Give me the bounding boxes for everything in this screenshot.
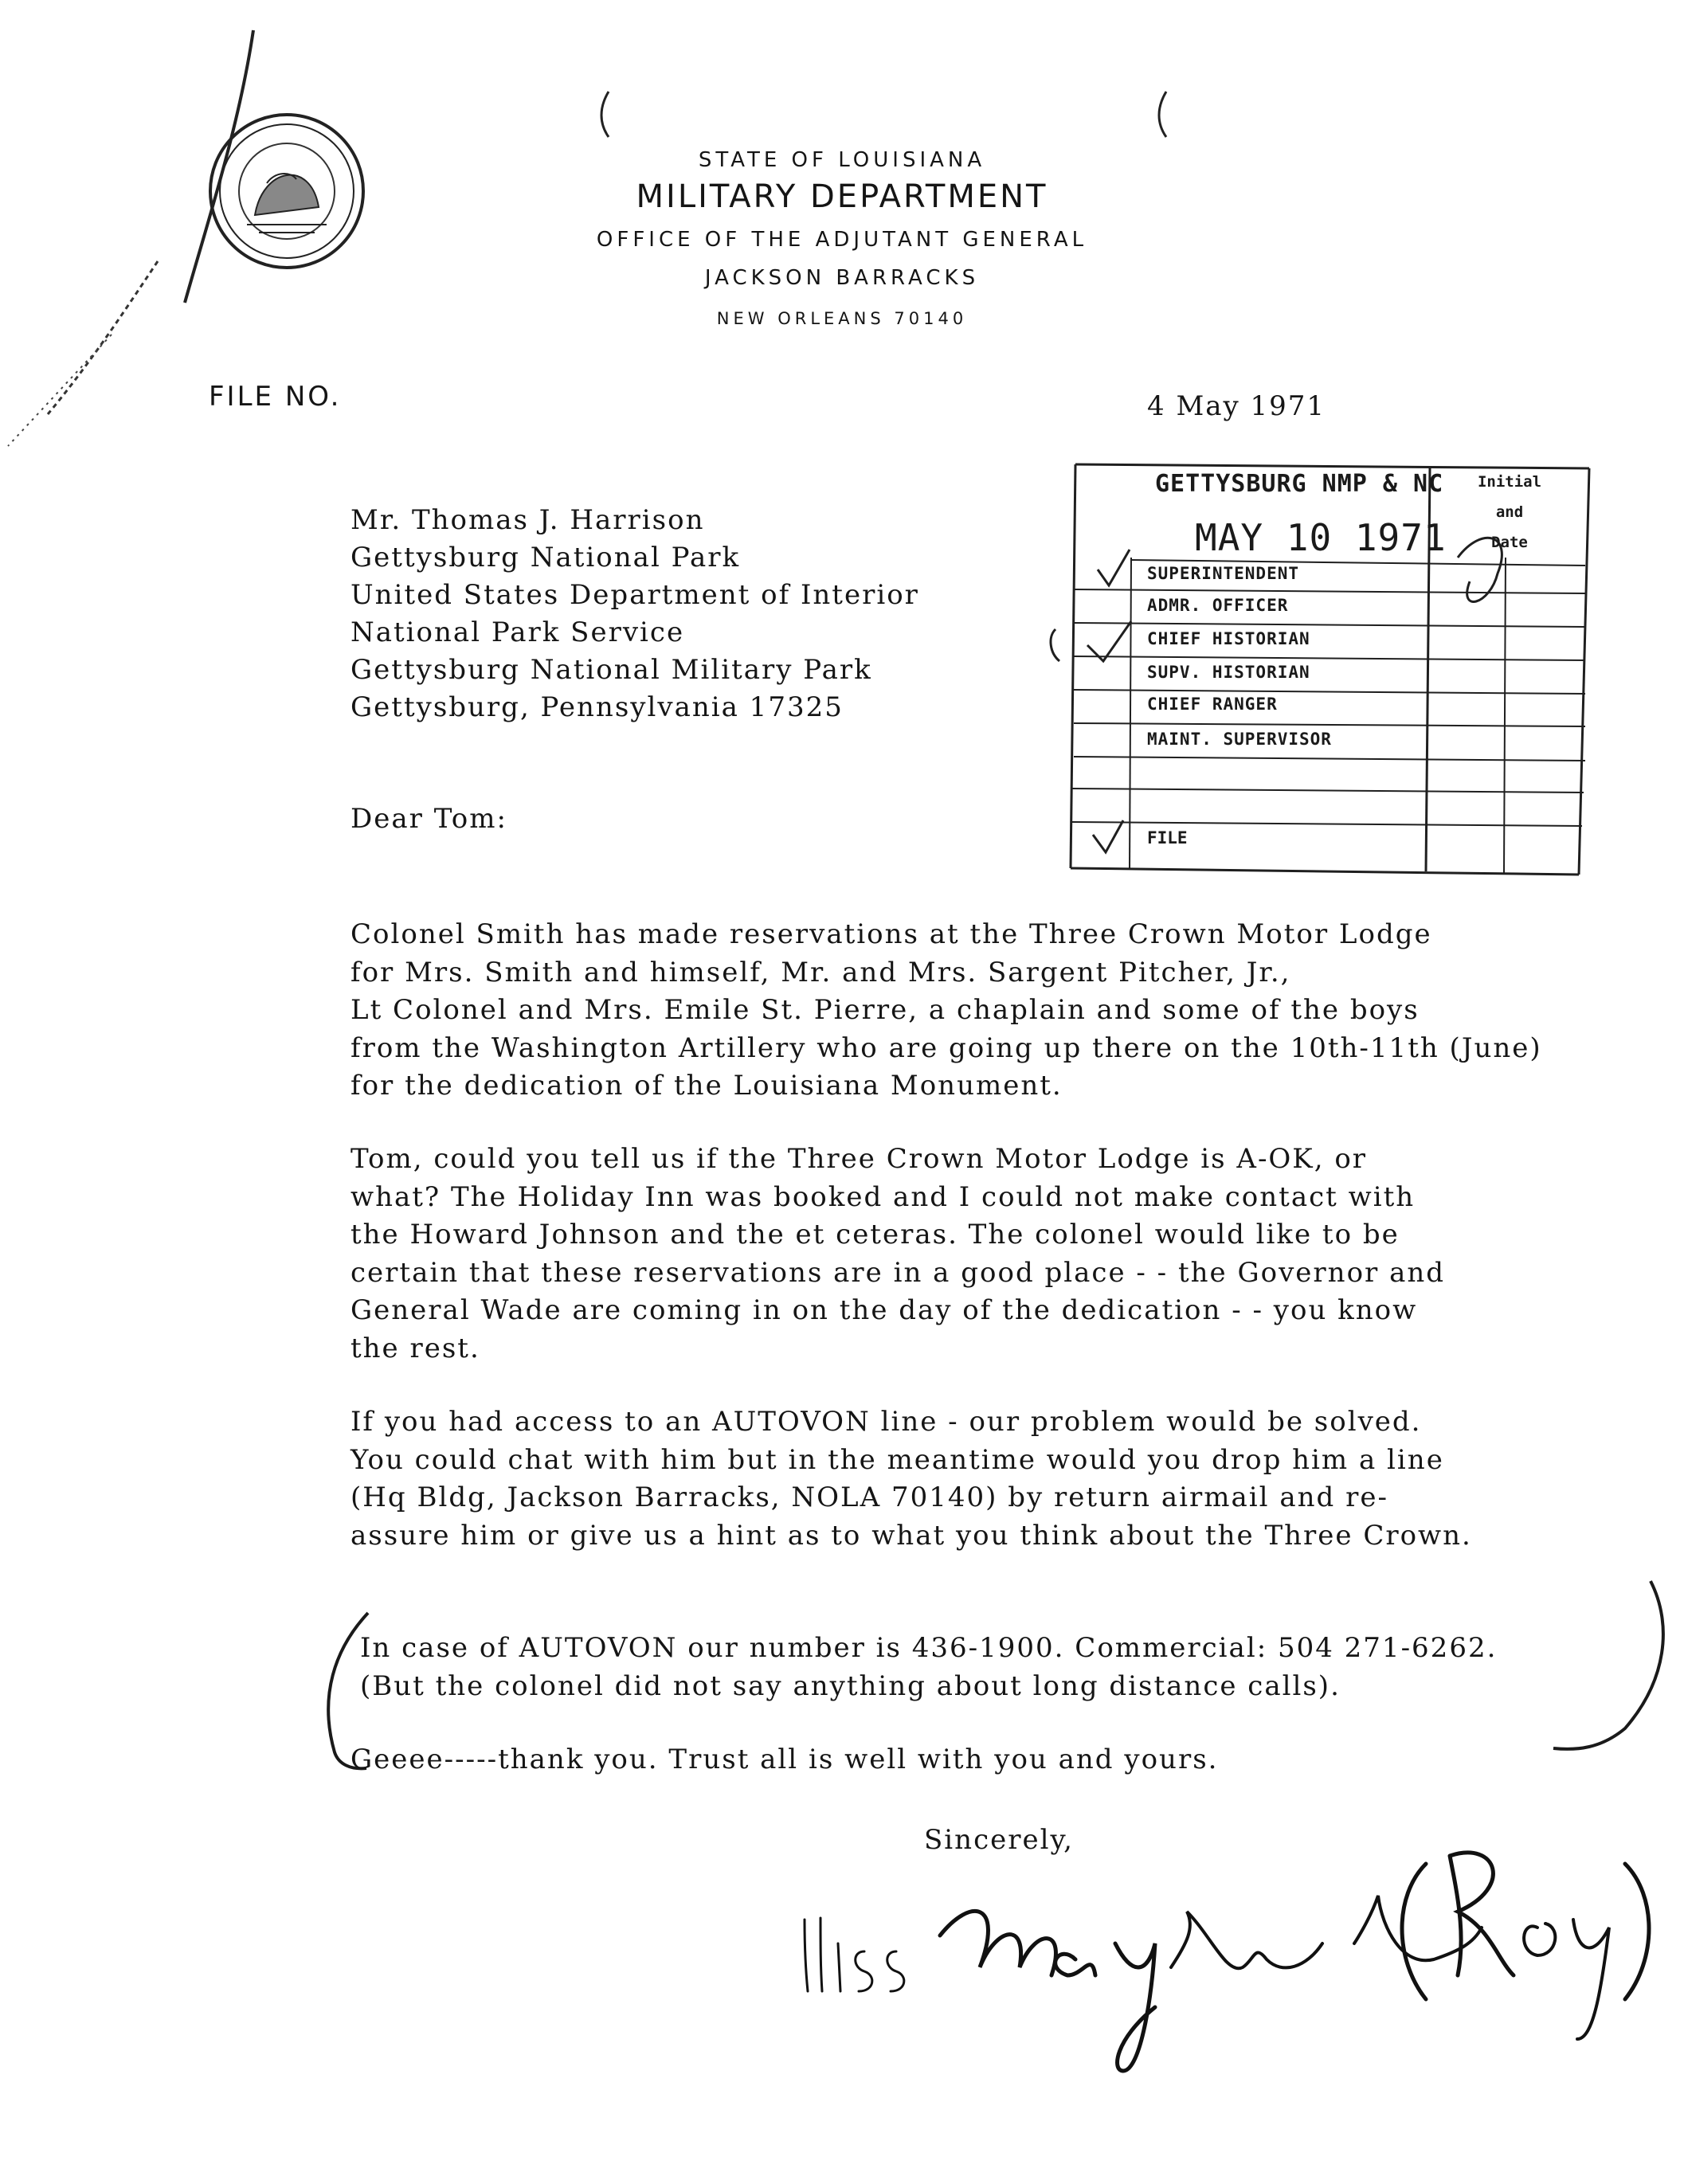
body-line: what? The Holiday Inn was booked and I could not make contact with (351, 1180, 1416, 1213)
letterhead-barracks: JACKSON BARRACKS (704, 266, 980, 290)
stamp-header: GETTYSBURG NMP & NC (1155, 470, 1444, 498)
stamp-row-maint-supervisor: MAINT. SUPERVISOR (1147, 730, 1332, 749)
signature-handwriting (805, 1853, 1649, 2071)
body-line: certain that these reservations are in a good place - - the Governor and (351, 1256, 1446, 1289)
stamp-row-admin-officer: ADMR. OFFICER (1147, 596, 1289, 615)
stamp-side-label: and (1495, 503, 1524, 521)
stamp-row-chief-ranger: CHIEF RANGER (1147, 695, 1278, 714)
body-line: General Wade are coming in on the day of the dedication - - you know (351, 1294, 1418, 1326)
file-number-label: FILE NO. (209, 381, 342, 413)
stamp-side-label: Initial (1477, 473, 1542, 491)
body-line: Colonel Smith has made reservations at the Three Crown Motor Lodge (351, 918, 1432, 950)
address-line: Gettysburg National Park (351, 542, 741, 573)
body-line: (But the colonel did not say anything about long distance calls). (360, 1669, 1341, 1702)
body-line: Geeee-----thank you. Trust all is well with you and yours. (351, 1744, 1219, 1775)
address-line: National Park Service (351, 616, 685, 648)
body-line: (Hq Bldg, Jackson Barracks, NOLA 70140) by return airmail and re- (351, 1481, 1388, 1513)
stamp-row-chief-historian: CHIEF HISTORIAN (1147, 629, 1310, 648)
body-line: for the dedication of the Louisiana Monument. (351, 1070, 1063, 1102)
stamp-row-superintendent: SUPERINTENDENT (1147, 564, 1300, 583)
body-line: You could chat with him but in the meantime would you drop him a line (351, 1443, 1444, 1476)
recipient-address (351, 502, 919, 726)
stamp-row-supv-historian: SUPV. HISTORIAN (1147, 663, 1310, 682)
letterhead-city: NEW ORLEANS 70140 (716, 309, 968, 328)
letter-date: 4 May 1971 (1147, 390, 1326, 422)
body-paragraph-thanks (351, 1741, 1657, 1779)
body-line: the Howard Johnson and the et ceteras. The colonel would like to be (351, 1219, 1400, 1251)
stamp-received-date: MAY 10 1971 (1195, 516, 1447, 559)
letterhead-department: MILITARY DEPARTMENT (636, 178, 1048, 215)
body-paragraph-phone (360, 1630, 1666, 1705)
body-line: the rest. (351, 1332, 480, 1364)
address-line: Gettysburg National Military Park (351, 654, 872, 686)
body-line: assure him or give us a hint as to what you think about the Three Crown. (351, 1519, 1472, 1552)
received-routing-stamp (1075, 462, 1585, 876)
salutation: Dear Tom: (351, 803, 507, 835)
letterhead-office: OFFICE OF THE ADJUTANT GENERAL (596, 228, 1088, 252)
body-paragraph-3 (351, 1403, 1657, 1555)
body-paragraph-1 (351, 916, 1657, 1106)
address-line: Gettysburg, Pennsylvania 17325 (351, 691, 844, 723)
body-line: In case of AUTOVON our number is 436-1900. Commercial: 504 271-6262. (360, 1632, 1498, 1664)
stamp-side-label: Date (1491, 534, 1528, 551)
body-line: from the Washington Artillery who are going up there on the 10th-11th (June) (351, 1031, 1542, 1064)
address-line: United States Department of Interior (351, 579, 919, 611)
address-line: Mr. Thomas J. Harrison (351, 504, 705, 536)
body-line: Lt Colonel and Mrs. Emile St. Pierre, a chaplain and some of the boys (351, 994, 1420, 1026)
body-line: If you had access to an AUTOVON line - our problem would be solved. (351, 1406, 1422, 1438)
stamp-row-file: FILE (1147, 828, 1188, 847)
closing: Sincerely, (924, 1824, 1074, 1856)
body-paragraph-2 (351, 1141, 1657, 1368)
body-line: Tom, could you tell us if the Three Crown Motor Lodge is A-OK, or (351, 1143, 1368, 1175)
body-line: for Mrs. Smith and himself, Mr. and Mrs. Sargent Pitcher, Jr., (351, 956, 1291, 988)
letterhead-state: STATE OF LOUISIANA (698, 148, 986, 172)
